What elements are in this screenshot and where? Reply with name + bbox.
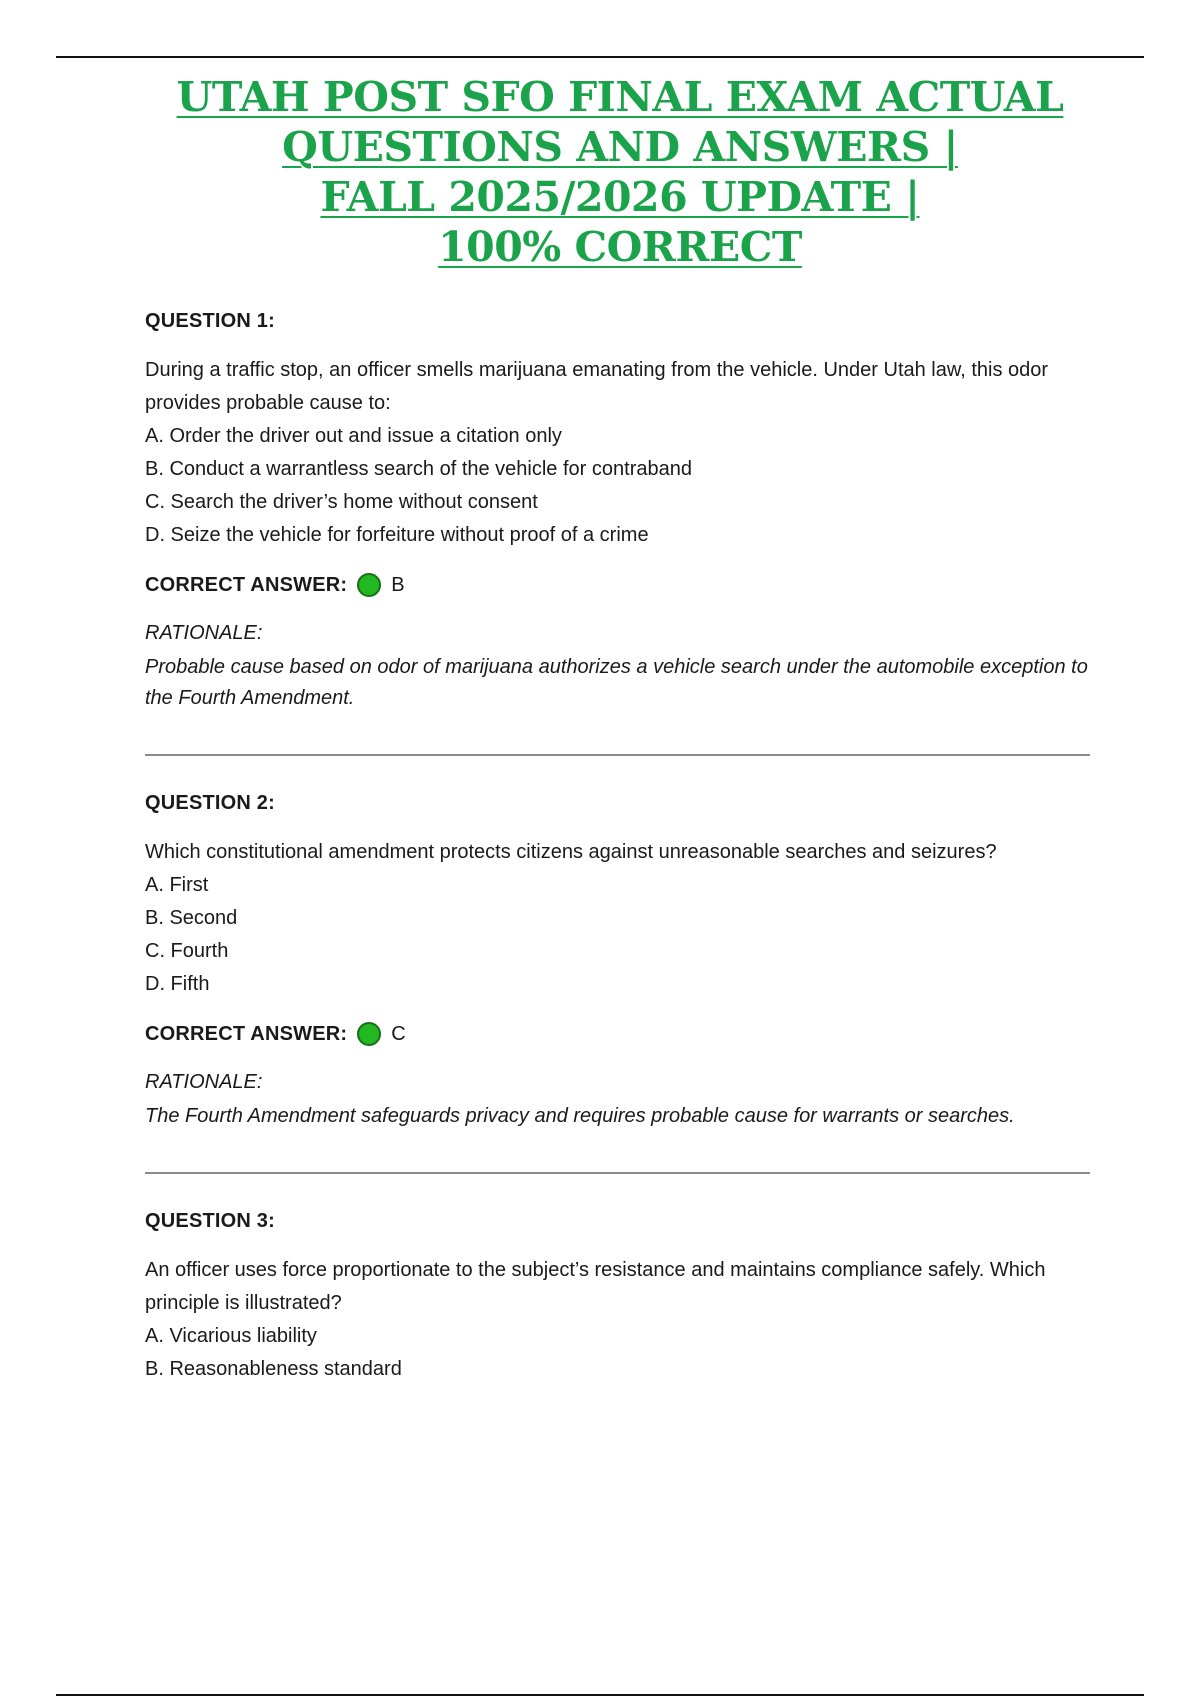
section-divider [145, 754, 1090, 756]
option-b: B. Second [145, 907, 238, 929]
option-b: B. Reasonableness standard [145, 1358, 402, 1380]
rationale-label: RATIONALE: [145, 622, 263, 644]
correct-answer-row [145, 1019, 1090, 1049]
section-divider [145, 1172, 1090, 1174]
option-b: B. Conduct a warrantless search of the vehicle for contraband [145, 458, 692, 480]
title-line-3: FALL 2025/2026 UPDATE | [320, 173, 920, 221]
option-c: C. Fourth [145, 940, 229, 962]
title-line-4: 100% CORRECT [438, 223, 802, 271]
questions-content [145, 306, 1090, 1386]
question-text: Which constitutional amendment protects citizens against unreasonable searches and seizures? [145, 841, 997, 863]
option-a: A. Order the driver out and issue a citation only [145, 425, 562, 447]
correct-answer-label: CORRECT ANSWER: [145, 1023, 348, 1045]
green-circle-icon [357, 1022, 381, 1046]
bottom-rule [56, 1694, 1144, 1696]
option-c: C. Search the driver’s home without consent [145, 491, 538, 513]
rationale-text: The Fourth Amendment safeguards privacy and requires probable cause for warrants or searches. [145, 1105, 1015, 1127]
question-text: An officer uses force proportionate to the subject’s resistance and maintains compliance safely. Which principle is illustrated? [145, 1259, 1046, 1314]
title-line-2: QUESTIONS AND ANSWERS | [282, 123, 958, 171]
correct-answer-value: C [391, 1023, 406, 1045]
option-d: D. Seize the vehicle for forfeiture without proof of a crime [145, 524, 649, 546]
rationale-label: RATIONALE: [145, 1071, 263, 1093]
question-heading: QUESTION 2: [145, 792, 275, 814]
document-title [100, 72, 1140, 272]
question-1 [145, 306, 1090, 714]
option-a: A. Vicarious liability [145, 1325, 317, 1347]
option-a: A. First [145, 874, 209, 896]
green-circle-icon [357, 573, 381, 597]
question-2 [145, 788, 1090, 1132]
question-text: During a traffic stop, an officer smells marijuana emanating from the vehicle. Under Utah law, this odor provides probable cause to: [145, 359, 1049, 414]
top-rule [56, 56, 1144, 58]
question-heading: QUESTION 3: [145, 1210, 275, 1232]
correct-answer-label: CORRECT ANSWER: [145, 574, 348, 596]
option-d: D. Fifth [145, 973, 210, 995]
rationale-text: Probable cause based on odor of marijuana authorizes a vehicle search under the automobile exception to the Fourth Amendment. [145, 656, 1088, 709]
title-line-1: UTAH POST SFO FINAL EXAM ACTUAL [176, 73, 1064, 121]
correct-answer-row [145, 570, 1090, 600]
question-heading: QUESTION 1: [145, 310, 275, 332]
correct-answer-value: B [391, 574, 405, 596]
question-3 [145, 1206, 1090, 1386]
